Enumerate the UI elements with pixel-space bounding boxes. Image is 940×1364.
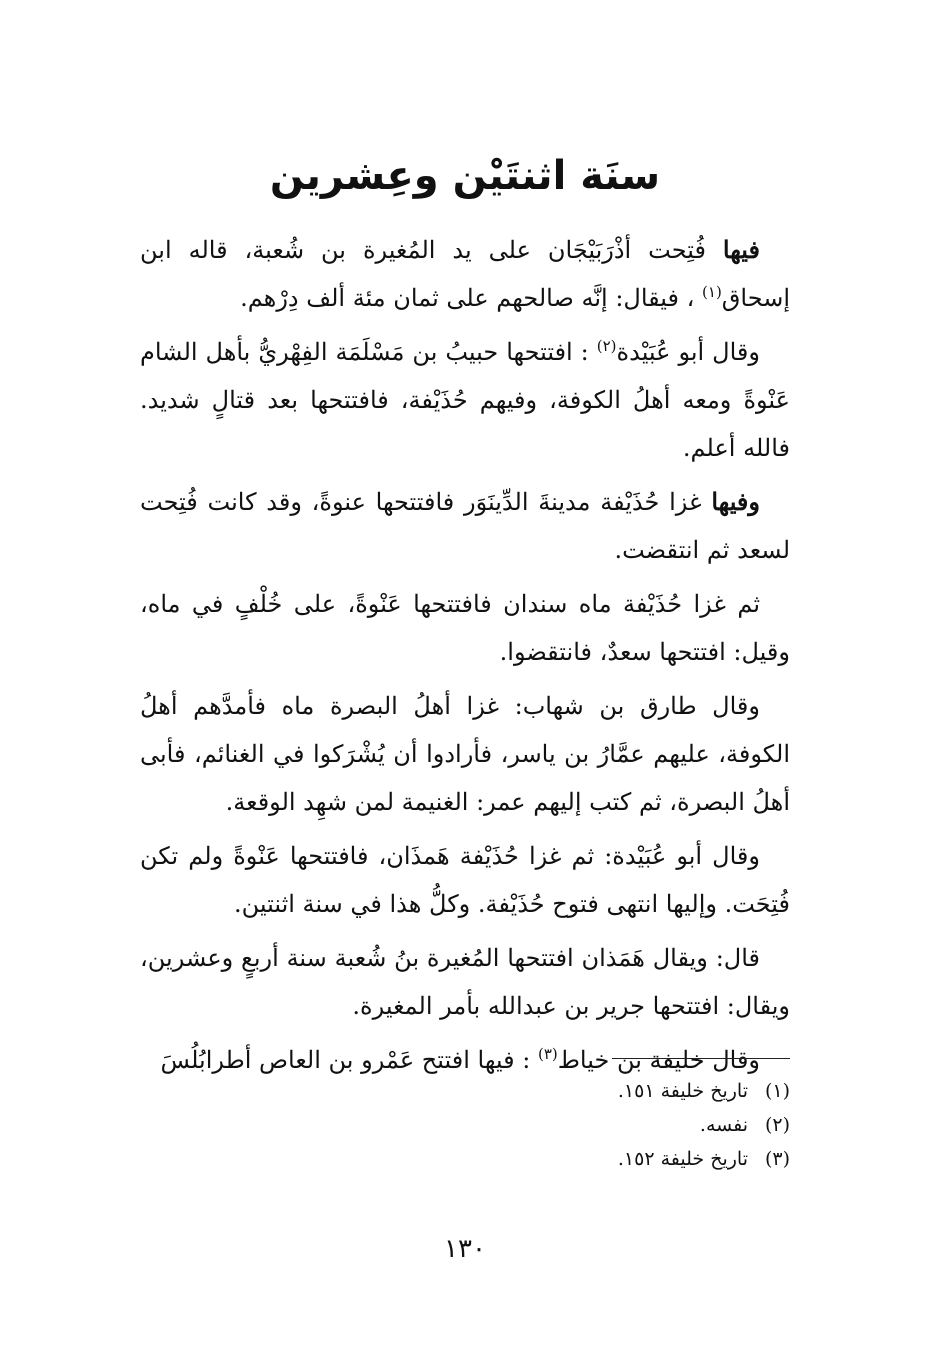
footnote-item xyxy=(140,1074,790,1108)
paragraph xyxy=(140,682,790,826)
paragraph-text: وقال طارق بن شهاب: غزا أهلُ البصرة ماه فأمدَّهم أهلُ الكوفة، عليهم عمَّارُ بن ياسر، فأرادوا أن يُشْرَكوا في الغنائم، فأبى أهلُ البصرة، ثم كتب إليهم عمر: الغنيمة لمن شهِد الوقعة. xyxy=(140,692,790,816)
paragraph-lead: وفيها xyxy=(711,487,760,516)
footnote-text: نفسه. xyxy=(699,1114,748,1136)
paragraph-text: ثم غزا حُذَيْفة ماه سندان فافتتحها عَنْوةً، على خُلْفٍ في ماه، وقيل: افتتحها سعدٌ، فانتقضوا. xyxy=(140,590,790,666)
footnote-number: (٣) xyxy=(764,1148,790,1170)
paragraph-lead: فيها xyxy=(722,235,760,264)
paragraph xyxy=(140,226,790,322)
footnote-item xyxy=(140,1142,790,1176)
paragraph xyxy=(140,580,790,676)
footnote-divider xyxy=(612,1058,790,1059)
footnote-item xyxy=(140,1108,790,1142)
footnote-number: (٢) xyxy=(764,1114,790,1136)
paragraph xyxy=(140,328,790,472)
paragraph xyxy=(140,832,790,928)
main-text xyxy=(140,226,790,1090)
paragraph xyxy=(140,934,790,1030)
footnote-ref[interactable]: (١) xyxy=(702,283,722,301)
paragraph-text: وقال أبو عُبَيْدة: ثم غزا حُذَيْفة هَمذَان، فافتتحها عَنْوةً ولم تكن فُتِحَت. وإليها انتهى فتوح حُذَيْفة. وكلُّ هذا في سنة اثنتين. xyxy=(140,842,790,918)
paragraph-text: وقال أبو عُبَيْدة xyxy=(616,338,760,366)
footnote-text: تاريخ خليفة ١٥٢. xyxy=(617,1148,748,1170)
footnote-text: تاريخ خليفة ١٥١. xyxy=(617,1080,748,1102)
paragraph-text: غزا حُذَيْفة مدينةَ الدِّينَوَر فافتتحها عنوةً، وقد كانت فُتِحت لسعد ثم انتقضت. xyxy=(140,488,790,564)
paragraph-text: : افتتحها حبيبُ بن مَسْلَمَة الفِهْريُّ بأهل الشام عَنْوةً ومعه أهلُ الكوفة، وفيهم حُذَيْفة، فافتتحها بعد قتالٍ شديد. فالله أعلم. xyxy=(140,338,790,462)
paragraph-text: وقال خليفة بن خياط xyxy=(557,1046,760,1074)
paragraph xyxy=(140,478,790,574)
footnote-number: (١) xyxy=(764,1080,790,1102)
paragraph-text: ، فيقال: إنَّه صالحهم على ثمان مئة ألف دِرْهم. xyxy=(240,284,703,312)
page-number: ١٣٠ xyxy=(444,1234,486,1264)
footnote-ref[interactable]: (٣) xyxy=(537,1045,558,1063)
paragraph-text: : فيها افتتح عَمْرو بن العاص أطرابُلُسَ xyxy=(160,1046,538,1074)
footnote-ref[interactable]: (٢) xyxy=(596,337,617,355)
paragraph-text: فُتِحت أذْرَبَيْجَان على يد المُغيرة بن شُعبة، قاله ابن إسحاق xyxy=(140,236,790,312)
footnotes xyxy=(140,1074,790,1176)
paragraph-text: قال: ويقال هَمَذان افتتحها المُغيرة بنُ شُعبة سنة أربعٍ وعشرين، ويقال: افتتحها جرير بن عبدالله بأمر المغيرة. xyxy=(140,944,790,1020)
chapter-title: سنَة اثنتَيْن وعِشرين xyxy=(269,153,661,199)
